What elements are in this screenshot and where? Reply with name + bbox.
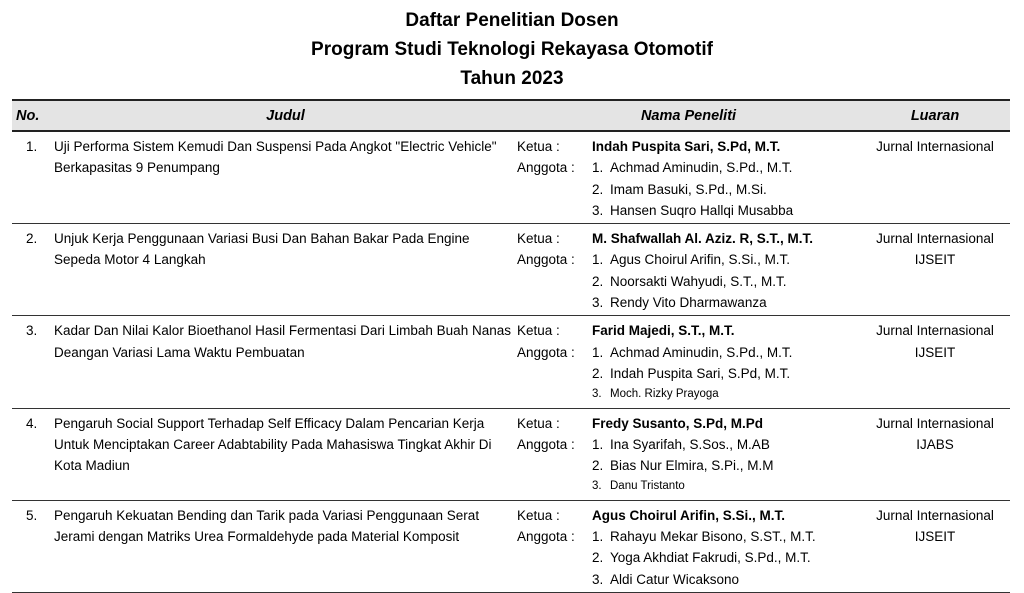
researcher-names [592,316,860,408]
column-header-peneliti: Nama Peneliti [517,100,860,131]
anggota-member [592,179,860,200]
anggota-member [592,384,860,405]
ketua-label: Ketua : [517,415,560,431]
anggota-label: Anggota : [517,252,575,268]
role-labels [517,500,592,592]
role-labels [517,316,592,408]
anggota-label: Anggota : [517,529,575,545]
member-name: Yoga Akhdiat Fakrudi, S.Pd., M.T. [610,550,811,566]
anggota-member [592,292,860,313]
anggota-member [592,434,860,455]
output-cell [860,408,1010,500]
anggota-member [592,547,860,568]
research-title: Uji Performa Sistem Kemudi Dan Suspensi Pada Angkot "Electric Vehicle" Berkapasitas 9 Penumpang [54,139,497,176]
anggota-member [592,342,860,363]
document-year: Tahun 2023 [460,68,564,89]
member-name: Rahayu Mekar Bisono, S.ST., M.T. [610,529,816,545]
ketua-label: Ketua : [517,323,560,339]
ketua-name: Fredy Susanto, S.Pd, M.Pd [592,415,764,431]
table-row [12,224,1010,316]
row-number: 4. [26,415,38,431]
column-header-judul: Judul [54,100,517,131]
anggota-label: Anggota : [517,160,575,176]
column-header-no: No. [12,100,54,131]
member-index: 2. [592,550,604,566]
program-name: Program Studi Teknologi Rekayasa Otomotif [311,39,713,60]
table-row [12,408,1010,500]
output-cell [860,224,1010,316]
anggota-member [592,526,860,547]
anggota-member [592,476,860,497]
member-index: 3. [592,295,604,311]
table-row [12,316,1010,408]
research-title: Kadar Dan Nilai Kalor Bioethanol Hasil Fermentasi Dari Limbah Buah Nanas Deangan Variasi Lama Waktu Pembuatan [54,323,511,360]
researcher-names [592,500,860,592]
anggota-label: Anggota : [517,344,575,360]
member-name: Rendy Vito Dharmawanza [610,295,767,311]
ketua-label: Ketua : [517,231,560,247]
ketua-name: Indah Puspita Sari, S.Pd, M.T. [592,139,781,154]
anggota-member [592,363,860,384]
ketua-name: M. Shafwallah Al. Aziz. R, S.T., M.T. [592,231,814,247]
member-index: 1. [592,436,604,452]
table-body [12,131,1010,592]
output-item: IJSEIT [914,529,956,545]
ketua-label: Ketua : [517,507,560,523]
anggota-member [592,249,860,270]
anggota-member [592,271,860,292]
member-name: Ina Syarifah, S.Sos., M.AB [610,436,770,452]
role-labels [517,408,592,500]
member-index: 2. [592,273,604,289]
member-name: Achmad Aminudin, S.Pd., M.T. [610,344,793,360]
member-index: 2. [592,181,604,197]
member-name: Bias Nur Elmira, S.Pi., M.M [610,458,774,474]
table-header-row [12,100,1010,131]
research-table [12,99,1010,593]
output-cell [860,316,1010,408]
member-name: Moch. Rizky Prayoga [610,388,719,401]
document-header [0,0,1024,93]
ketua-label: Ketua : [517,139,560,154]
researcher-names [592,408,860,500]
output-item: Jurnal Internasional [876,231,994,247]
anggota-member [592,455,860,476]
member-name: Danu Tristanto [610,480,685,493]
member-index: 2. [592,365,604,381]
research-title: Pengaruh Kekuatan Bending dan Tarik pada Variasi Penggunaan Serat Jerami dengan Matriks Urea Formaldehyde pada Material Komposit [54,507,480,545]
output-item: IJABS [916,436,954,452]
row-number: 5. [26,507,38,523]
output-cell [860,131,1010,224]
output-item: Jurnal Internasional [876,415,994,431]
table-row [12,131,1010,224]
member-name: Noorsakti Wahyudi, S.T., M.T. [610,273,787,289]
member-name: Imam Basuki, S.Pd., M.Si. [610,181,767,197]
row-number: 2. [26,231,38,247]
column-header-luaran: Luaran [860,100,1010,131]
member-index: 2. [592,458,604,474]
role-labels [517,224,592,316]
output-item: Jurnal Internasional [876,323,994,339]
row-number: 1. [26,139,38,154]
member-index: 3. [592,202,604,218]
row-number: 3. [26,323,38,339]
anggota-member [592,200,860,221]
output-item: Jurnal Internasional [876,139,994,154]
member-index: 3. [592,480,602,493]
member-index: 1. [592,344,604,360]
output-item: IJSEIT [914,252,956,268]
output-cell [860,500,1010,592]
output-item: Jurnal Internasional [876,507,994,523]
table-row [12,500,1010,592]
member-name: Achmad Aminudin, S.Pd., M.T. [610,160,793,176]
member-index: 3. [592,388,602,401]
member-name: Indah Puspita Sari, S.Pd, M.T. [610,365,791,381]
anggota-label: Anggota : [517,436,575,452]
ketua-name: Agus Choirul Arifin, S.Si., M.T. [592,507,786,523]
member-index: 1. [592,252,604,268]
research-title: Unjuk Kerja Penggunaan Variasi Busi Dan Bahan Bakar Pada Engine Sepeda Motor 4 Langkah [54,231,470,268]
ketua-name: Farid Majedi, S.T., M.T. [592,323,735,339]
anggota-member [592,569,860,590]
document-title: Daftar Penelitian Dosen [405,10,619,31]
research-title: Pengaruh Social Support Terhadap Self Efficacy Dalam Pencarian Kerja Untuk Menciptakan Career Adabtability Pada Mahasiswa Tingkat Akhir Di Kota Madiun [54,415,492,474]
anggota-member [592,157,860,178]
member-index: 3. [592,571,604,587]
member-name: Hansen Suqro Hallqi Musabba [610,202,794,218]
member-name: Agus Choirul Arifin, S.Si., M.T. [610,252,791,268]
role-labels [517,131,592,224]
researcher-names [592,131,860,224]
researcher-names [592,224,860,316]
member-index: 1. [592,529,604,545]
member-index: 1. [592,160,604,176]
output-item: IJSEIT [914,344,956,360]
member-name: Aldi Catur Wicaksono [610,571,740,587]
